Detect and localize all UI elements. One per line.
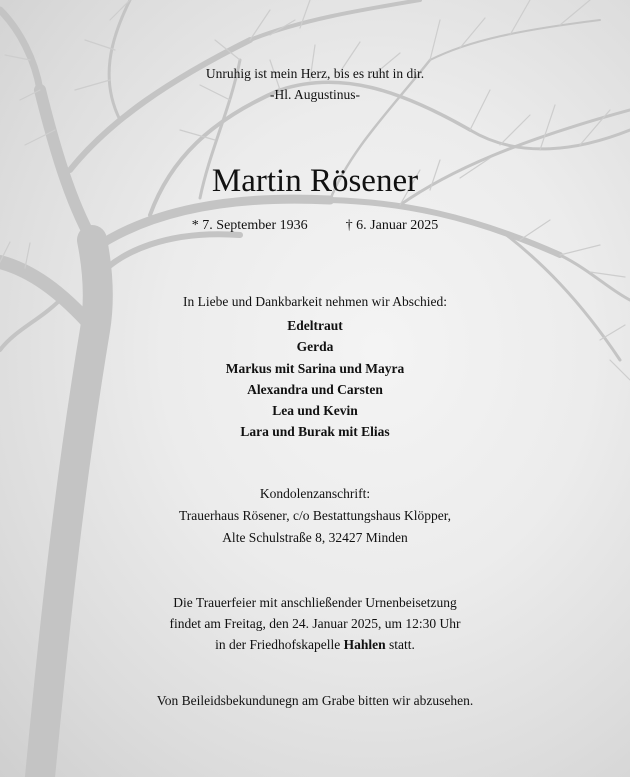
condolence-address-line2: Alte Schulstraße 8, 32427 Minden <box>222 530 408 545</box>
service-line1: Die Trauerfeier mit anschließender Urnenbeisetzung <box>173 595 457 610</box>
mourner-name: Gerda <box>296 339 334 354</box>
deceased-name: Martin Rösener <box>211 163 419 199</box>
service-line3-prefix: in der Friedhofskapelle <box>215 637 341 652</box>
mourner-name: Lara und Burak mit Elias <box>240 424 390 439</box>
mourner-name: Lea und Kevin <box>272 403 358 418</box>
service-line2: findet am Freitag, den 24. Januar 2025, um 12:30 Uhr <box>169 616 461 631</box>
service-line3-suffix: statt. <box>389 637 415 652</box>
service-line3 <box>0 637 630 653</box>
condolence-heading: Kondolenzanschrift: <box>259 486 371 501</box>
life-dates <box>0 218 630 234</box>
service-place: Hahlen <box>343 637 386 652</box>
farewell-intro: In Liebe und Dankbarkeit nehmen wir Abschied: <box>183 294 447 309</box>
death-date: † 6. Januar 2025 <box>345 218 439 233</box>
mourner-name: Alexandra und Carsten <box>247 382 383 397</box>
birth-date: * 7. September 1936 <box>191 218 308 233</box>
mourner-name: Edeltraut <box>287 318 343 333</box>
condolence-address-line1: Trauerhaus Rösener, c/o Bestattungshaus Klöpper, <box>178 508 452 523</box>
quote-text: Unruhig ist mein Herz, bis es ruht in dir. <box>205 66 425 81</box>
quote-author: -Hl. Augustinus- <box>269 87 360 102</box>
closing-note: Von Beileidsbekundunegn am Grabe bitten wir abzusehen. <box>156 693 474 708</box>
mourner-name: Markus mit Sarina und Mayra <box>225 361 405 376</box>
